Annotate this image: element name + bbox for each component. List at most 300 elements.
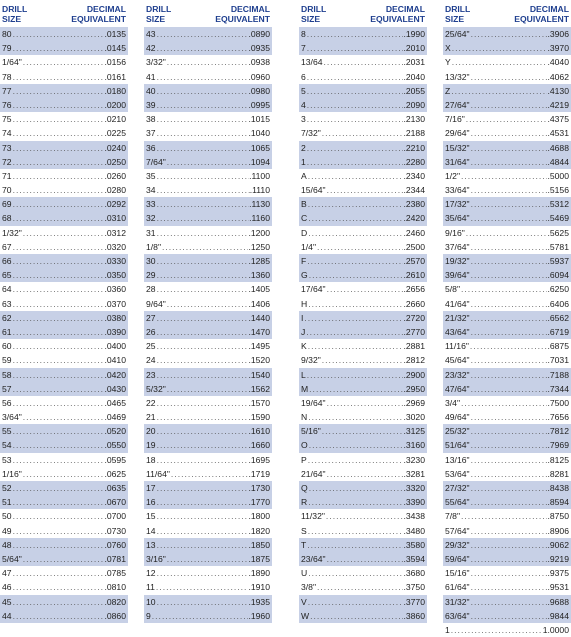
drill-size-cell: 4 xyxy=(301,99,306,110)
drill-size-cell: 37 xyxy=(146,128,156,139)
table-row xyxy=(144,396,272,410)
drill-size-cell: 1/2" xyxy=(445,170,460,181)
decimal-equivalent-cell: .0730 xyxy=(104,525,126,536)
decimal-equivalent-cell: .3020 xyxy=(403,412,425,423)
decimal-equivalent-cell: .0180 xyxy=(104,85,126,96)
dot-leader xyxy=(12,240,105,254)
decimal-equivalent-cell: .4844 xyxy=(547,156,569,167)
decimal-equivalent-cell: .3160 xyxy=(403,440,425,451)
drill-size-cell: V xyxy=(301,596,307,607)
decimal-equivalent-cell: .1660 xyxy=(248,440,270,451)
table-row xyxy=(299,226,427,240)
drill-size-cell: W xyxy=(301,610,310,621)
table-row xyxy=(299,98,427,112)
drill-size-cell: 9/64" xyxy=(146,298,166,309)
decimal-equivalent-heading: DECIMAL EQUIVALENT xyxy=(370,4,425,24)
dot-leader xyxy=(156,325,249,339)
dot-leader xyxy=(22,467,105,481)
dot-leader xyxy=(156,538,249,552)
dot-leader xyxy=(12,27,105,41)
drill-size-cell: 3 xyxy=(301,114,306,125)
dot-leader xyxy=(156,98,249,112)
dot-leader xyxy=(166,155,249,169)
table-row xyxy=(0,382,128,396)
table-row xyxy=(299,609,427,623)
decimal-equivalent-cell: .6094 xyxy=(547,270,569,281)
table-row xyxy=(0,155,128,169)
drill-size-cell: 33 xyxy=(146,199,156,210)
drill-size-cell: 65 xyxy=(2,270,12,281)
table-row xyxy=(144,70,272,84)
decimal-equivalent-cell: .2055 xyxy=(403,85,425,96)
drill-size-cell: X xyxy=(445,43,451,54)
decimal-equivalent-cell: .0390 xyxy=(104,326,126,337)
table-row xyxy=(299,566,427,580)
decimal-equivalent-cell: .5156 xyxy=(547,185,569,196)
table-row xyxy=(0,453,128,467)
decimal-equivalent-cell: .3906 xyxy=(547,29,569,39)
table-row xyxy=(0,112,128,126)
dot-leader xyxy=(12,98,105,112)
table-row xyxy=(299,353,427,367)
drill-size-cell: 53/64" xyxy=(445,468,470,479)
dot-leader xyxy=(470,27,548,41)
dot-leader xyxy=(306,41,404,55)
table-row xyxy=(0,524,128,538)
drill-size-cell: 9/16" xyxy=(445,227,465,238)
table-row xyxy=(144,41,272,55)
drill-size-cell: 64 xyxy=(2,284,12,295)
dot-leader xyxy=(470,368,548,382)
dot-leader xyxy=(460,169,547,183)
decimal-equivalent-cell: .1285 xyxy=(248,256,270,266)
dot-leader xyxy=(470,254,548,268)
drill-size-cell: 50 xyxy=(2,511,12,522)
table-row xyxy=(299,126,427,140)
drill-size-cell: 30 xyxy=(146,256,156,266)
table-row xyxy=(144,509,272,523)
dot-leader xyxy=(316,240,403,254)
dot-leader xyxy=(460,509,547,523)
table-row xyxy=(0,240,128,254)
table-row xyxy=(0,226,128,240)
dot-leader xyxy=(156,424,249,438)
dot-leader xyxy=(306,84,404,98)
decimal-equivalent-cell: .0469 xyxy=(104,412,126,423)
table-row xyxy=(299,311,427,325)
drill-size-heading: DRILL SIZE xyxy=(146,4,172,24)
dot-leader xyxy=(470,240,548,254)
drill-size-cell: 66 xyxy=(2,256,12,266)
drill-size-cell: 59 xyxy=(2,355,12,366)
dot-leader xyxy=(12,155,105,169)
table-row xyxy=(144,126,272,140)
decimal-equivalent-cell: .8125 xyxy=(547,454,569,465)
drill-size-cell: 33/64" xyxy=(445,185,470,196)
table-row xyxy=(0,141,128,155)
dot-leader xyxy=(156,339,249,353)
drill-size-cell: T xyxy=(301,539,307,550)
decimal-equivalent-cell: .1200 xyxy=(248,227,270,238)
drill-size-cell: S xyxy=(301,525,307,536)
table-row xyxy=(144,311,272,325)
table-row xyxy=(299,368,427,382)
dot-leader xyxy=(470,552,548,566)
decimal-equivalent-cell: .0370 xyxy=(104,298,126,309)
decimal-equivalent-cell: .1405 xyxy=(248,284,270,295)
decimal-equivalent-cell: .5937 xyxy=(547,256,569,266)
drill-size-cell: 17/32" xyxy=(445,199,470,210)
table-row xyxy=(144,580,272,594)
decimal-equivalent-cell: .8281 xyxy=(547,468,569,479)
drill-size-cell: 58 xyxy=(2,369,12,380)
decimal-equivalent-cell: .1570 xyxy=(248,397,270,408)
drill-size-cell: H xyxy=(301,298,308,309)
dot-leader xyxy=(306,254,403,268)
drill-size-cell: 45/64" xyxy=(445,355,470,366)
decimal-equivalent-cell: .1015 xyxy=(248,114,270,125)
drill-size-cell: 21/32" xyxy=(445,312,470,323)
drill-size-cell: 42 xyxy=(146,43,156,54)
drill-size-cell: 35/64" xyxy=(445,213,470,224)
decimal-equivalent-cell: .6719 xyxy=(547,326,569,337)
drill-size-cell: N xyxy=(301,412,308,423)
drill-size-cell: 44 xyxy=(2,610,12,621)
dot-leader xyxy=(156,41,249,55)
dot-leader xyxy=(12,325,105,339)
table-row xyxy=(299,495,427,509)
decimal-equivalent-cell: .3125 xyxy=(403,426,425,437)
decimal-equivalent-cell: .3480 xyxy=(403,525,425,536)
drill-size-cell: 18 xyxy=(146,454,156,465)
decimal-equivalent-cell: .2130 xyxy=(403,114,425,125)
dot-leader xyxy=(306,98,404,112)
dot-leader xyxy=(450,623,543,637)
column-4 xyxy=(443,0,571,637)
dot-leader xyxy=(12,566,105,580)
drill-size-cell: 11/32" xyxy=(301,511,325,522)
decimal-equivalent-cell: .2720 xyxy=(403,312,425,323)
decimal-equivalent-cell: .1990 xyxy=(403,29,425,39)
decimal-equivalent-cell: .3438 xyxy=(403,511,425,522)
decimal-equivalent-cell: .1730 xyxy=(248,483,270,493)
decimal-equivalent-cell: .0520 xyxy=(104,426,126,437)
decimal-equivalent-cell: .7188 xyxy=(547,369,569,380)
drill-size-cell: 21/64" xyxy=(301,468,326,479)
dot-leader xyxy=(12,211,105,225)
decimal-equivalent-cell: .9375 xyxy=(547,568,569,579)
decimal-equivalent-cell: .0935 xyxy=(248,43,270,54)
table-row xyxy=(144,55,272,69)
drill-size-cell: 14 xyxy=(146,525,156,536)
table-row xyxy=(144,595,272,609)
table-row xyxy=(0,27,128,41)
decimal-equivalent-cell: .1360 xyxy=(248,270,270,281)
table-row xyxy=(443,524,571,538)
table-row xyxy=(299,467,427,481)
table-row xyxy=(0,467,128,481)
drill-size-cell: 31/32" xyxy=(445,596,470,607)
dot-leader xyxy=(307,524,404,538)
table-row xyxy=(443,438,571,452)
dot-leader xyxy=(156,27,249,41)
decimal-equivalent-cell: .9219 xyxy=(547,553,569,564)
dot-leader xyxy=(156,254,249,268)
drill-size-cell: 15/32" xyxy=(445,142,470,153)
drill-size-cell: J xyxy=(301,326,306,337)
decimal-equivalent-cell: .9688 xyxy=(547,596,569,607)
drill-size-cell: U xyxy=(301,568,308,579)
drill-size-cell: 3/32" xyxy=(146,57,166,68)
drill-size-cell: 71 xyxy=(2,170,12,181)
decimal-equivalent-cell: .5469 xyxy=(547,213,569,224)
decimal-equivalent-cell: .7969 xyxy=(547,440,569,451)
table-row xyxy=(144,382,272,396)
table-row xyxy=(144,254,272,268)
decimal-equivalent-cell: .2570 xyxy=(403,256,425,266)
table-row xyxy=(443,424,571,438)
drill-size-cell: 13/32" xyxy=(445,71,470,82)
table-row xyxy=(299,396,427,410)
drill-size-cell: 1 xyxy=(445,624,450,635)
drill-size-cell: 1/8" xyxy=(146,241,161,252)
dot-leader xyxy=(156,84,249,98)
table-row xyxy=(299,169,427,183)
drill-size-cell: 25/32" xyxy=(445,426,470,437)
drill-size-cell: 37/64" xyxy=(445,241,470,252)
decimal-equivalent-cell: .0890 xyxy=(248,29,270,39)
drill-size-cell: L xyxy=(301,369,306,380)
decimal-equivalent-cell: .2900 xyxy=(403,369,425,380)
decimal-equivalent-cell: .0960 xyxy=(248,71,270,82)
dot-leader xyxy=(12,453,105,467)
table-row xyxy=(443,396,571,410)
table-row xyxy=(443,282,571,296)
dot-leader xyxy=(323,55,404,69)
column-header xyxy=(443,0,571,27)
table-row xyxy=(144,84,272,98)
dot-leader xyxy=(12,70,105,84)
decimal-equivalent-cell: .8594 xyxy=(547,497,569,508)
drill-size-cell: 3/8" xyxy=(301,582,316,593)
dot-leader xyxy=(470,467,548,481)
drill-size-cell: 24 xyxy=(146,355,156,366)
table-row xyxy=(443,481,571,495)
decimal-equivalent-cell: .1040 xyxy=(248,128,270,139)
decimal-equivalent-cell: .6406 xyxy=(547,298,569,309)
drill-size-cell: 29 xyxy=(146,270,156,281)
table-row xyxy=(144,297,272,311)
decimal-equivalent-cell: .3320 xyxy=(403,483,425,493)
drill-size-cell: 79 xyxy=(2,43,12,54)
table-row xyxy=(144,183,272,197)
decimal-equivalent-cell: .1094 xyxy=(248,156,270,167)
dot-leader xyxy=(470,297,548,311)
dot-leader xyxy=(321,353,404,367)
drill-size-cell: 13/64 xyxy=(301,57,323,68)
dot-leader xyxy=(470,325,548,339)
decimal-equivalent-cell: .0225 xyxy=(104,128,126,139)
drill-size-cell: 15 xyxy=(146,511,156,522)
decimal-equivalent-cell: .0820 xyxy=(104,596,126,607)
dot-leader xyxy=(12,282,105,296)
dot-leader xyxy=(151,609,249,623)
drill-size-cell: 15/16" xyxy=(445,568,470,579)
dot-leader xyxy=(450,84,547,98)
dot-leader xyxy=(12,84,105,98)
dot-leader xyxy=(156,410,249,424)
drill-size-cell: K xyxy=(301,341,307,352)
drill-size-cell: 1/16" xyxy=(2,468,22,479)
decimal-equivalent-cell: .4531 xyxy=(547,128,569,139)
drill-size-cell: Z xyxy=(445,85,451,96)
dot-leader xyxy=(470,70,548,84)
decimal-equivalent-cell: .3594 xyxy=(403,553,425,564)
drill-size-cell: 31/64" xyxy=(445,156,470,167)
dot-leader xyxy=(12,595,105,609)
table-row xyxy=(443,84,571,98)
table-row xyxy=(144,453,272,467)
decimal-equivalent-cell: .1610 xyxy=(248,426,270,437)
table-row xyxy=(443,609,571,623)
drill-size-cell: 1 xyxy=(301,156,306,167)
dot-leader xyxy=(155,580,249,594)
dot-leader xyxy=(22,410,105,424)
dot-leader xyxy=(307,339,404,353)
drill-size-cell: 34 xyxy=(146,185,156,196)
dot-leader xyxy=(166,55,249,69)
table-row xyxy=(443,566,571,580)
drill-size-cell: 27/64" xyxy=(445,99,470,110)
dot-leader xyxy=(156,524,249,538)
drill-size-cell: 26 xyxy=(146,326,156,337)
decimal-equivalent-heading: DECIMAL EQUIVALENT xyxy=(71,4,126,24)
table-row xyxy=(144,538,272,552)
decimal-equivalent-cell: .4062 xyxy=(547,71,569,82)
dot-leader xyxy=(470,595,548,609)
table-row xyxy=(299,112,427,126)
dot-leader xyxy=(307,410,403,424)
decimal-equivalent-cell: .9844 xyxy=(547,610,569,621)
decimal-equivalent-cell: .0380 xyxy=(104,312,126,323)
table-row xyxy=(443,98,571,112)
dot-leader xyxy=(156,353,249,367)
dot-leader xyxy=(325,509,404,523)
decimal-equivalent-cell: .3680 xyxy=(403,568,425,579)
decimal-equivalent-cell: .1520 xyxy=(248,355,270,366)
dot-leader xyxy=(12,183,105,197)
dot-leader xyxy=(470,141,548,155)
decimal-equivalent-cell: 1.0000 xyxy=(542,624,569,635)
table-row xyxy=(144,410,272,424)
drill-size-cell: 7 xyxy=(301,43,306,54)
decimal-equivalent-cell: .0280 xyxy=(104,185,126,196)
table-row xyxy=(299,41,427,55)
table-row xyxy=(443,70,571,84)
drill-size-cell: 8 xyxy=(301,29,306,39)
drill-size-cell: 43 xyxy=(146,29,156,39)
decimal-equivalent-cell: .1160 xyxy=(249,213,270,224)
decimal-equivalent-cell: .1770 xyxy=(248,497,270,508)
dot-leader xyxy=(22,552,105,566)
drill-size-cell: 49 xyxy=(2,525,12,536)
drill-size-cell: 77 xyxy=(2,85,12,96)
table-row xyxy=(443,268,571,282)
drill-size-cell: 46 xyxy=(2,582,12,593)
decimal-equivalent-cell: .0360 xyxy=(104,284,126,295)
dot-leader xyxy=(156,226,249,240)
table-row xyxy=(144,467,272,481)
drill-size-cell: 41/64" xyxy=(445,298,470,309)
decimal-equivalent-cell: .2210 xyxy=(403,142,425,153)
drill-size-cell: 5 xyxy=(301,85,306,96)
dot-leader xyxy=(12,538,105,552)
drill-size-cell: 74 xyxy=(2,128,12,139)
drill-size-cell: 53 xyxy=(2,454,12,465)
decimal-equivalent-cell: .2660 xyxy=(403,298,425,309)
drill-size-cell: 80 xyxy=(2,29,12,39)
table-row xyxy=(144,609,272,623)
dot-leader xyxy=(306,70,404,84)
dot-leader xyxy=(470,609,548,623)
table-row xyxy=(299,580,427,594)
drill-size-cell: 7/16" xyxy=(445,114,465,125)
dot-leader xyxy=(22,226,105,240)
table-row xyxy=(443,240,571,254)
table-row xyxy=(144,112,272,126)
table-row xyxy=(443,623,571,637)
decimal-equivalent-cell: .7500 xyxy=(547,397,569,408)
column-3 xyxy=(299,0,427,623)
decimal-equivalent-cell: .1935 xyxy=(248,596,270,607)
decimal-equivalent-cell: .2031 xyxy=(403,57,425,68)
table-row xyxy=(299,382,427,396)
table-row xyxy=(0,410,128,424)
table-row xyxy=(299,339,427,353)
dot-leader xyxy=(470,183,548,197)
drill-size-cell: 22 xyxy=(146,397,156,408)
decimal-equivalent-cell: .0860 xyxy=(104,610,126,621)
table-row xyxy=(299,27,427,41)
dot-leader xyxy=(156,70,249,84)
decimal-equivalent-cell: .7812 xyxy=(547,426,569,437)
drill-size-cell: G xyxy=(301,270,308,281)
drill-size-cell: 38 xyxy=(146,114,156,125)
dot-leader xyxy=(156,396,249,410)
decimal-equivalent-cell: .1495 xyxy=(248,341,270,352)
drill-size-cell: 16 xyxy=(146,497,156,508)
table-row xyxy=(443,339,571,353)
dot-leader xyxy=(306,27,404,41)
decimal-equivalent-cell: .6250 xyxy=(547,284,569,295)
decimal-equivalent-cell: .1065 xyxy=(248,142,270,153)
decimal-equivalent-cell: .0145 xyxy=(104,43,126,54)
table-row xyxy=(0,282,128,296)
dot-leader xyxy=(12,254,105,268)
drill-size-cell: 23/64" xyxy=(301,553,326,564)
dot-leader xyxy=(166,552,249,566)
dot-leader xyxy=(470,481,548,495)
table-row xyxy=(144,141,272,155)
drill-size-cell: 6 xyxy=(301,71,306,82)
decimal-equivalent-cell: .4040 xyxy=(547,57,569,68)
drill-size-cell: P xyxy=(301,454,307,465)
decimal-equivalent-cell: .0785 xyxy=(104,568,126,579)
decimal-equivalent-cell: .0312 xyxy=(104,227,126,238)
dot-leader xyxy=(12,495,105,509)
decimal-equivalent-cell: .0670 xyxy=(104,497,126,508)
table-row xyxy=(443,197,571,211)
